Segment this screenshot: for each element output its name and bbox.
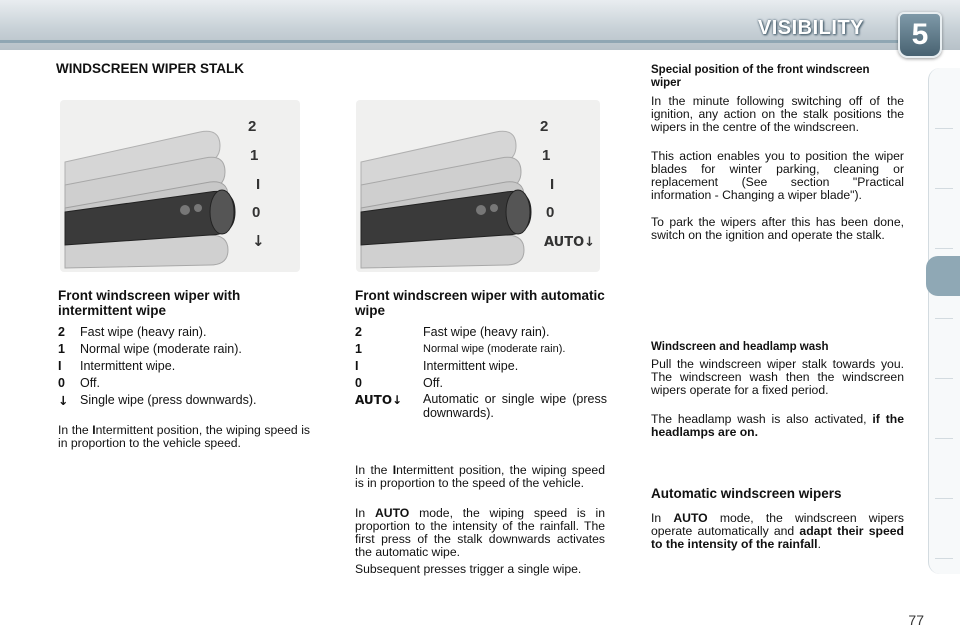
header-rule xyxy=(0,40,900,43)
list-item xyxy=(355,358,607,375)
side-tab-visibility[interactable] xyxy=(926,256,960,296)
stalk-label-down: ↓ xyxy=(252,232,265,250)
wiper-stalk-illustration-intermittent xyxy=(60,100,300,272)
intermittent-positions-list xyxy=(58,324,318,409)
position-key: I xyxy=(58,359,62,373)
tab-divider xyxy=(935,558,953,559)
list-item xyxy=(58,341,318,358)
automatic-wipers-paragraph xyxy=(651,512,904,551)
position-key: 1 xyxy=(58,342,65,356)
stalk-label-1: 1 xyxy=(250,147,259,164)
position-key: 0 xyxy=(355,376,362,390)
note-text: mode, the windscreen wipers operate automatically and xyxy=(651,511,904,538)
position-text: Fast wipe (heavy rain). xyxy=(423,325,550,339)
special-position-paragraph-1: In the minute following switching off of the ignition, any action on the stalk positions the wipers in the centre of the windscreen. xyxy=(651,94,904,134)
position-key: 2 xyxy=(58,325,65,339)
subsequent-presses-note: Subsequent presses trigger a single wipe. xyxy=(355,562,582,576)
note-text: The headlamp wash is also activated, xyxy=(651,412,867,426)
position-text: Intermittent wipe. xyxy=(423,359,519,373)
note-text: In xyxy=(355,506,375,520)
special-position-paragraph-3: To park the wipers after this has been done, switch on the ignition and operate the stalk. xyxy=(651,215,904,242)
stalk-label-1: 1 xyxy=(542,147,551,164)
tab-divider xyxy=(935,248,953,249)
note-bold: adapt their speed to the intensity of the rainfall xyxy=(651,524,904,551)
stalk-label-2: 2 xyxy=(248,118,257,135)
side-chapter-tabs xyxy=(928,68,960,574)
list-item xyxy=(355,375,607,392)
chapter-title: VISIBILITY xyxy=(757,17,864,39)
note-text: In the xyxy=(58,423,93,437)
heading-automatic-wipe: Front windscreen wiper with automatic wipe xyxy=(355,288,605,318)
position-text: Fast wipe (heavy rain). xyxy=(80,325,207,339)
tab-divider xyxy=(935,438,953,439)
wiper-stalk-illustration-auto xyxy=(356,100,600,272)
stalk-label-intermittent: I xyxy=(550,176,555,193)
list-item xyxy=(355,324,607,341)
position-key: 2 xyxy=(355,325,362,339)
position-text: Intermittent wipe. xyxy=(80,359,176,373)
position-key: 1 xyxy=(355,342,362,356)
note-text: In the xyxy=(355,463,393,477)
auto-mode-note xyxy=(355,507,605,559)
position-text: Normal wipe (moderate rain). xyxy=(423,343,566,355)
heading-special-position: Special position of the front windscreen wiper xyxy=(651,64,870,89)
stalk-label-auto: AUTO↓ xyxy=(544,235,596,250)
position-key: ↓ xyxy=(58,393,69,408)
position-key: 0 xyxy=(58,376,65,390)
list-item xyxy=(58,375,318,392)
heading-automatic-wipers: Automatic windscreen wipers xyxy=(651,486,842,501)
list-item xyxy=(58,358,318,375)
page-number: 77 xyxy=(908,612,924,628)
list-item xyxy=(58,324,318,341)
automatic-positions-list xyxy=(355,324,607,420)
note-bold: AUTO xyxy=(374,506,410,520)
position-key: AUTO↓ xyxy=(355,393,403,407)
auto-intermittent-note xyxy=(355,464,605,490)
position-key: I xyxy=(355,359,359,373)
note-bold: I xyxy=(92,423,96,437)
note-text: ntermittent position, the wiping speed is in proportion to the vehicle speed. xyxy=(58,423,310,450)
position-text: Automatic or single wipe (press downwards). xyxy=(423,392,607,420)
note-text: In xyxy=(651,511,674,525)
note-bold: I xyxy=(392,463,397,477)
list-item xyxy=(58,392,318,409)
tab-divider xyxy=(935,378,953,379)
position-text: Off. xyxy=(423,376,443,390)
stalk-label-0: 0 xyxy=(252,204,261,221)
note-text: ntermittent position, the wiping speed is in proportion to the speed of the vehicle. xyxy=(355,463,605,490)
heading-intermittent-wipe: Front windscreen wiper with intermittent wipe xyxy=(58,288,241,318)
stalk-label-0: 0 xyxy=(546,204,555,221)
note-text: . xyxy=(817,537,821,551)
stalk-label-intermittent: I xyxy=(256,176,261,193)
chapter-number-badge: 5 xyxy=(898,12,942,58)
tab-divider xyxy=(935,188,953,189)
special-position-paragraph-2: This action enables you to position the wiper blades for winter parking, cleaning or replacement (See section "Practical information - Changing a wiper blade"). xyxy=(651,149,904,202)
stalk-label-2: 2 xyxy=(540,118,549,135)
page-header xyxy=(0,0,960,50)
wash-paragraph-2 xyxy=(651,413,904,439)
note-bold: if the headlamps are on. xyxy=(651,412,904,439)
tab-divider xyxy=(935,318,953,319)
wash-paragraph-1: Pull the windscreen wiper stalk towards you. The windscreen wash then the windscreen wipers operate for a fixed period. xyxy=(651,357,904,397)
intermittent-speed-note xyxy=(58,424,310,450)
position-text: Single wipe (press downwards). xyxy=(80,393,257,407)
list-item xyxy=(355,392,607,420)
note-bold: AUTO xyxy=(673,511,708,525)
section-title: WINDSCREEN WIPER STALK xyxy=(56,61,244,76)
heading-windscreen-headlamp-wash: Windscreen and headlamp wash xyxy=(651,341,829,353)
position-text: Normal wipe (moderate rain). xyxy=(80,342,242,356)
position-text: Off. xyxy=(80,376,100,390)
list-item xyxy=(355,341,607,358)
tab-divider xyxy=(935,128,953,129)
note-text: mode, the wiping speed is in proportion to the intensity of the rainfall. The first press of the stalk downwards activates the automatic wipe. xyxy=(355,506,605,559)
tab-divider xyxy=(935,498,953,499)
